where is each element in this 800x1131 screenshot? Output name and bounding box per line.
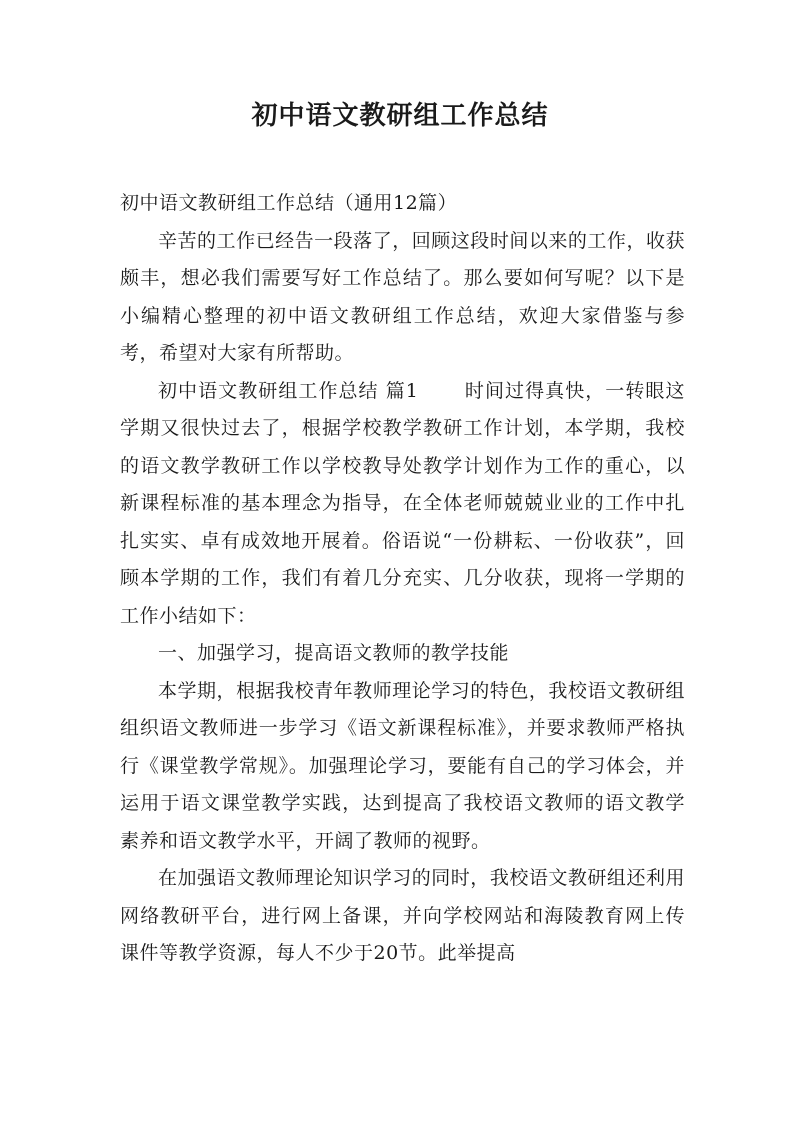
document-title: 初中语文教研组工作总结 (251, 101, 549, 131)
piece-1-paragraph (120, 373, 685, 636)
piece-title: 初中语文教研组工作总结 篇1 (158, 379, 419, 402)
piece-opening: 时间过得真快，一转眼这学期又很快过去了，根据学校教学教研工作计划，本学期，我校的语文教学教研工作以学校教导处教学计划作为工作的重心，以新课程标准的基本理念为指导，在全体老师兢兢业业的工作中扎扎实实、卓有成效地开展着。俗语说“一份耕耘、一份收获”，回顾本学期的工作，我们有着几分充实、几分收获，现将一学期的工作小结如下： (120, 379, 685, 627)
section-heading: 一、加强学习，提高语文教师的教学技能 (158, 642, 510, 664)
document-subtitle: 初中语文教研组工作总结（通用12篇） (120, 192, 458, 214)
body-paragraph: 在加强语文教师理论知识学习的同时，我校语文教研组还利用网络教研平台，进行网上备课，并向学校网站和海陵教育网上传课件等教学资源，每人不少于20节。此举提高 (120, 867, 685, 964)
body-paragraph: 本学期，根据我校青年教师理论学习的特色，我校语文教研组组织语文教师进一步学习《语文新课程标准》，并要求教师严格执行《课堂教学常规》。加强理论学习，要能有自己的学习体会，并运用于语文课堂教学实践，达到提高了我校语文教师的语文教学素养和语文教学水平，开阔了教师的视野。 (120, 679, 685, 852)
intro-paragraph: 辛苦的工作已经告一段落了，回顾这段时间以来的工作，收获颇丰，想必我们需要写好工作总结了。那么要如何写呢？以下是小编精心整理的初中语文教研组工作总结，欢迎大家借鉴与参考，希望对大家有所帮助。 (120, 229, 685, 364)
document-body (120, 185, 685, 973)
